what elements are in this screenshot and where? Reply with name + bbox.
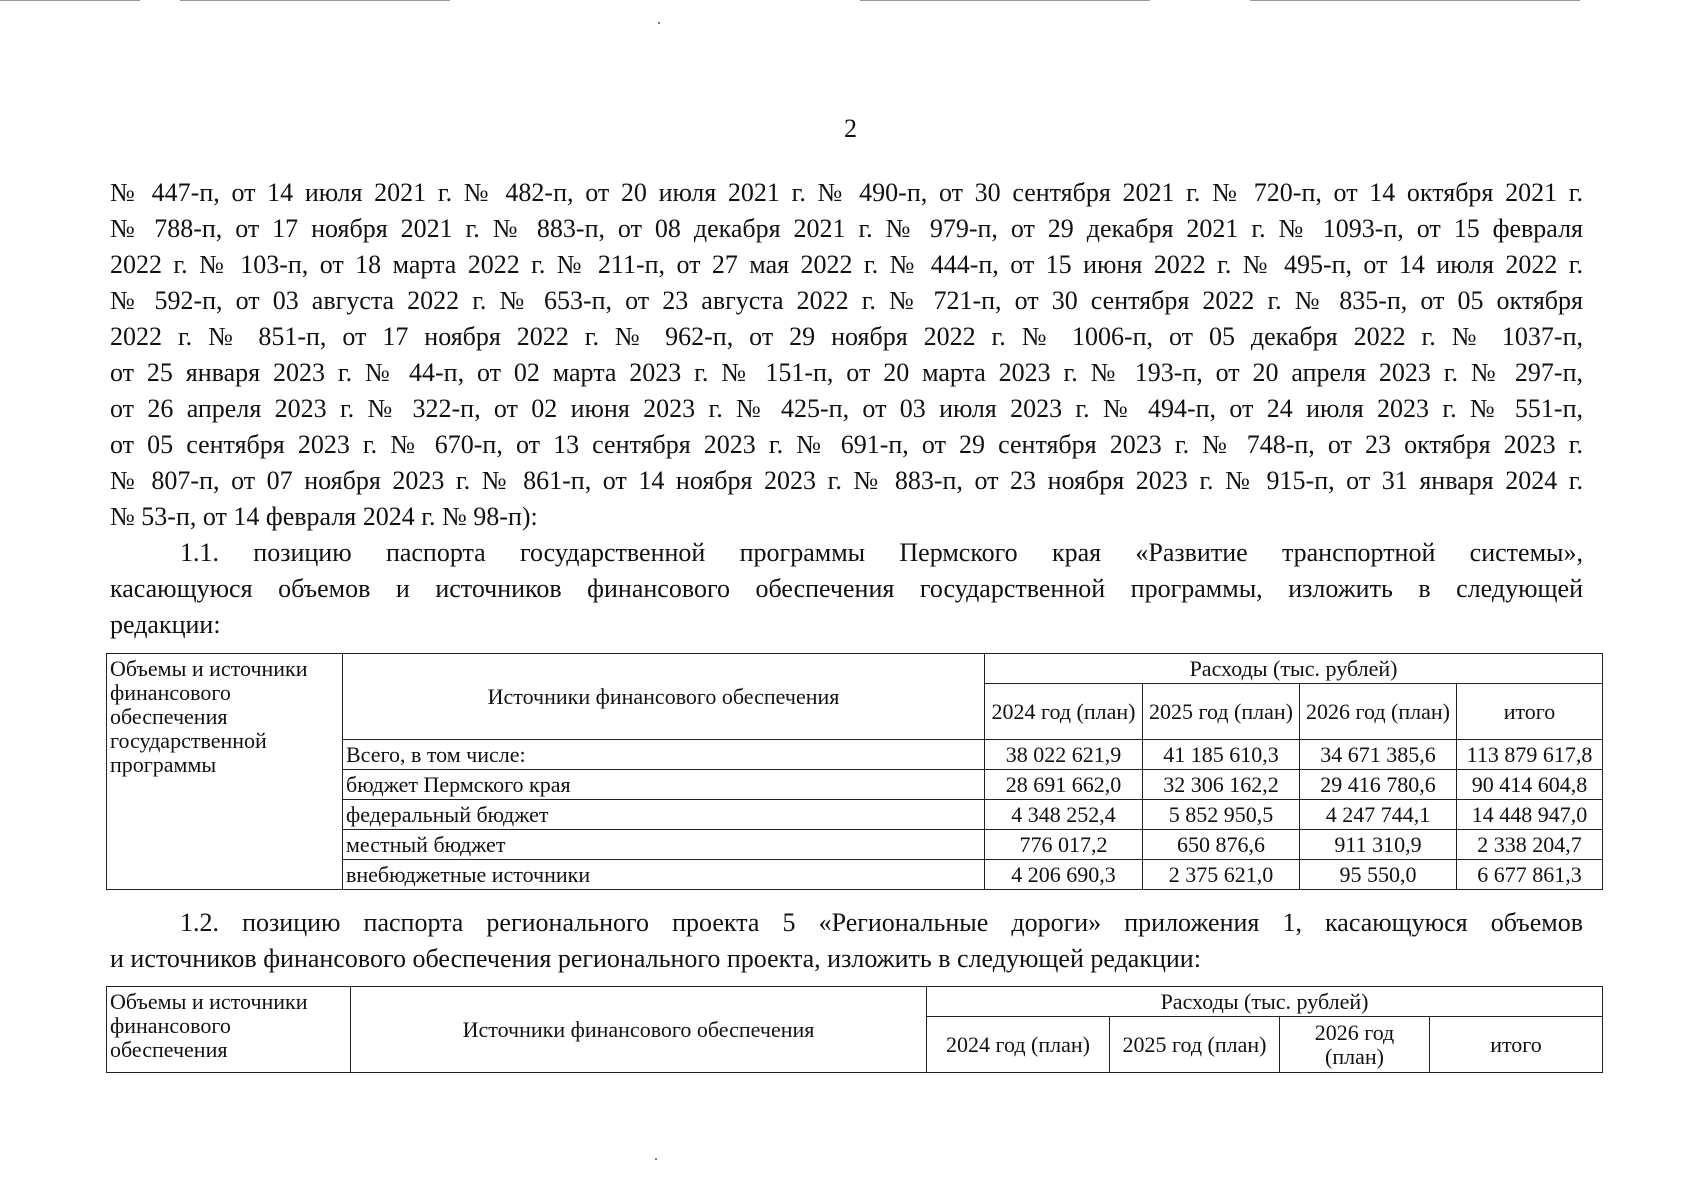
paragraph-line: 2022 г. № 103-п, от 18 марта 2022 г. № 211-п, от 27 мая 2022 г. № 444-п, от 15 июня 2022 г. № 495-п, от 14 июля 2022 г. [110, 250, 1583, 279]
value-cell: 911 310,9 [1300, 830, 1457, 860]
year-2025-header: 2025 год (план) [1143, 684, 1300, 740]
item-1-2-paragraph [110, 905, 1583, 977]
paragraph-line: № 788-п, от 17 ноября 2021 г. № 883-п, от 08 декабря 2021 г. № 979-п, от 29 декабря 2021 г. № 1093-п, от 15 февраля [110, 214, 1583, 243]
value-cell: 41 185 610,3 [1143, 740, 1300, 770]
paragraph-line: от 25 января 2023 г. № 44-п, от 02 марта 2023 г. № 151-п, от 20 марта 2023 г. № 193-п, от 20 апреля 2023 г. № 297-п, [110, 358, 1583, 387]
table-label-cell: Объемы и источники финансового обеспечения государственной программы [107, 654, 343, 890]
paragraph-line: от 26 апреля 2023 г. № 322-п, от 02 июня 2023 г. № 425-п, от 03 июля 2023 г. № 494-п, от 24 июля 2023 г. № 551-п, [110, 394, 1583, 423]
value-cell: 6 677 861,3 [1457, 860, 1603, 890]
total-header: итого [1430, 1017, 1603, 1073]
value-cell: 14 448 947,0 [1457, 800, 1603, 830]
value-cell: 95 550,0 [1300, 860, 1457, 890]
value-cell: 776 017,2 [985, 830, 1143, 860]
item-1-1-paragraph [110, 535, 1583, 643]
year-2026-header: 2026 год (план) [1300, 684, 1457, 740]
year-2024-header: 2024 год (план) [985, 684, 1143, 740]
regional-project-financing-table [106, 986, 1603, 1073]
value-cell: 28 691 662,0 [985, 770, 1143, 800]
item-1-1-line: 1.1. позицию паспорта государственной программы Пермского края «Развитие транспортной системы», [180, 538, 1583, 567]
total-header: итого [1457, 684, 1603, 740]
paragraph-line: от 05 сентября 2023 г. № 670-п, от 13 сентября 2023 г. № 691-п, от 29 сентября 2023 г. № 748-п, от 23 октября 2023 г. [110, 430, 1583, 459]
item-1-2-line: и источников финансового обеспечения регионального проекта, изложить в следующей редакции: [110, 944, 1201, 973]
paragraph-line: № 447-п, от 14 июля 2021 г. № 482-п, от 20 июля 2021 г. № 490-п, от 30 сентября 2021 г. № 720-п, от 14 октября 2021 г. [110, 178, 1583, 207]
item-1-1-line: редакции: [110, 610, 221, 639]
year-2026-header: 2026 год (план) [1280, 1017, 1430, 1073]
scan-edge-line [0, 0, 140, 1]
value-cell: 2 375 621,0 [1143, 860, 1300, 890]
scan-edge-line [860, 0, 1150, 1]
source-cell: федеральный бюджет [343, 800, 985, 830]
scan-speck [655, 1158, 657, 1160]
scan-speck [658, 22, 660, 24]
paragraph-line: № 53-п, от 14 февраля 2024 г. № 98-п): [110, 502, 538, 531]
expenses-header: Расходы (тыс. рублей) [927, 987, 1603, 1017]
value-cell: 90 414 604,8 [1457, 770, 1603, 800]
paragraph-line: 2022 г. № 851-п, от 17 ноября 2022 г. № 962-п, от 29 ноября 2022 г. № 1006-п, от 05 декабря 2022 г. № 1037-п, [110, 322, 1583, 351]
table-label-cell: Объемы и источники финансового обеспечения [107, 987, 351, 1073]
year-2024-header: 2024 год (план) [927, 1017, 1110, 1073]
value-cell: 650 876,6 [1143, 830, 1300, 860]
decree-list-paragraph [110, 175, 1583, 535]
source-cell: Всего, в том числе: [343, 740, 985, 770]
paragraph-line: № 807-п, от 07 ноября 2023 г. № 861-п, от 14 ноября 2023 г. № 883-п, от 23 ноября 2023 г. № 915-п, от 31 января 2024 г. [110, 466, 1583, 495]
value-cell: 38 022 621,9 [985, 740, 1143, 770]
value-cell: 34 671 385,6 [1300, 740, 1457, 770]
value-cell: 5 852 950,5 [1143, 800, 1300, 830]
year-2025-header: 2025 год (план) [1110, 1017, 1280, 1073]
program-financing-table [106, 653, 1603, 890]
value-cell: 113 879 617,8 [1457, 740, 1603, 770]
value-cell: 32 306 162,2 [1143, 770, 1300, 800]
value-cell: 29 416 780,6 [1300, 770, 1457, 800]
item-1-1-line: касающуюся объемов и источников финансового обеспечения государственной программы, изложить в следующей [110, 574, 1583, 603]
expenses-header: Расходы (тыс. рублей) [985, 654, 1603, 684]
item-1-2-line: 1.2. позицию паспорта регионального проекта 5 «Региональные дороги» приложения 1, касающуюся объемов [180, 908, 1583, 937]
scan-edge-line [180, 0, 450, 1]
source-cell: местный бюджет [343, 830, 985, 860]
scan-edge-line [1250, 0, 1580, 1]
paragraph-line: № 592-п, от 03 августа 2022 г. № 653-п, от 23 августа 2022 г. № 721-п, от 30 сентября 2022 г. № 835-п, от 05 октября [110, 286, 1583, 315]
value-cell: 4 247 744,1 [1300, 800, 1457, 830]
page-number: 2 [844, 114, 857, 143]
source-cell: бюджет Пермского края [343, 770, 985, 800]
sources-header: Источники финансового обеспечения [351, 987, 927, 1073]
value-cell: 2 338 204,7 [1457, 830, 1603, 860]
value-cell: 4 206 690,3 [985, 860, 1143, 890]
source-cell: внебюджетные источники [343, 860, 985, 890]
sources-header: Источники финансового обеспечения [343, 654, 985, 740]
value-cell: 4 348 252,4 [985, 800, 1143, 830]
